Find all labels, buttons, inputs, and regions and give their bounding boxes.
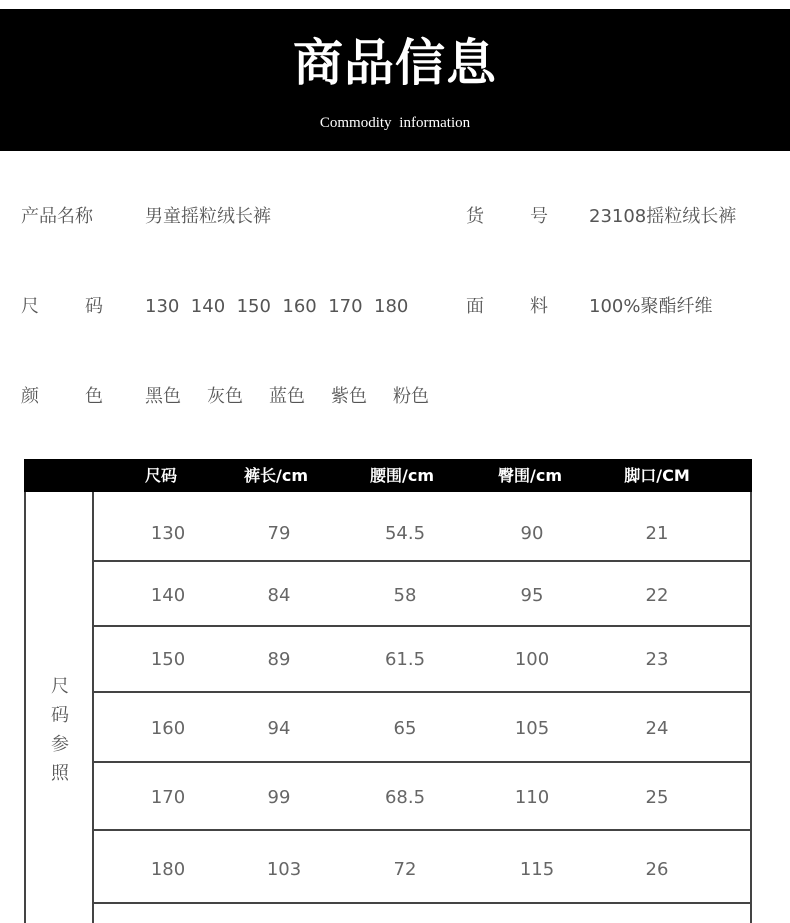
header-waist: 腰围/cm: [369, 466, 435, 485]
cell-size: 170: [150, 787, 186, 808]
color-label-char-1: 颜: [21, 386, 39, 407]
product-name-value: 男童摇粒绒长裤: [145, 206, 271, 227]
fabric-label: [466, 296, 548, 318]
cell-length: 94: [267, 718, 291, 739]
color-option: 粉色: [393, 386, 429, 407]
table-header: [24, 459, 752, 492]
header-size: 尺码: [144, 466, 178, 485]
cell-hem: 23: [645, 649, 669, 670]
fabric-label-char-1: 面: [466, 296, 484, 317]
cell-length: 79: [267, 523, 291, 544]
cell-hip: 100: [514, 649, 550, 670]
sku-value: 23108摇粒绒长裤: [589, 206, 737, 227]
cell-length: 89: [267, 649, 291, 670]
fabric-label-char-2: 料: [530, 296, 548, 317]
cell-hip: 90: [520, 523, 544, 544]
color-option: 灰色: [207, 386, 243, 407]
cell-waist: 61.5: [384, 649, 426, 670]
cell-hem: 25: [645, 787, 669, 808]
cell-hip: 95: [520, 585, 544, 606]
size-label: [21, 296, 103, 318]
cell-size: 140: [150, 585, 186, 606]
cell-length: 99: [267, 787, 291, 808]
cell-length: 84: [267, 585, 291, 606]
cell-hem: 21: [645, 523, 669, 544]
product-name-label: 产品名称: [21, 206, 93, 227]
cell-waist: 72: [393, 859, 417, 880]
size-label-char-1: 尺: [21, 296, 39, 317]
side-label-char: 尺: [51, 676, 69, 697]
size-chart-table: [24, 459, 752, 923]
table-row: [94, 693, 750, 763]
fabric-value: 100%聚酯纤维: [589, 296, 713, 317]
color-label-char-2: 色: [85, 386, 103, 407]
size-label-char-2: 码: [85, 296, 103, 317]
cell-hip: 115: [519, 859, 555, 880]
cell-size: 180: [150, 859, 186, 880]
sku-label: [466, 206, 548, 228]
cell-length: 103: [266, 859, 302, 880]
cell-waist: 68.5: [384, 787, 426, 808]
table-row: [94, 763, 750, 831]
table-row: [94, 492, 750, 562]
cell-hem: 22: [645, 585, 669, 606]
color-label: [21, 386, 103, 408]
size-value: 130 140 150 160 170 180: [145, 296, 409, 317]
cell-hem: 24: [645, 718, 669, 739]
table-row: [94, 562, 750, 627]
cell-hem: 26: [645, 859, 669, 880]
cell-hip: 110: [514, 787, 550, 808]
size-reference-label: [26, 672, 94, 788]
cell-size: 150: [150, 649, 186, 670]
cell-size: 160: [150, 718, 186, 739]
side-label-char: 码: [51, 705, 69, 726]
cell-waist: 54.5: [384, 523, 426, 544]
sku-label-char-2: 号: [530, 206, 548, 227]
side-label-char: 参: [51, 734, 69, 755]
table-row: [94, 627, 750, 693]
table-row: [94, 831, 750, 904]
cell-size: 130: [150, 523, 186, 544]
header-length: 裤长/cm: [243, 466, 309, 485]
color-option: 黑色: [145, 386, 181, 407]
header-hem: 脚口/CM: [624, 466, 690, 485]
cell-waist: 65: [393, 718, 417, 739]
side-label-char: 照: [51, 763, 69, 784]
cell-waist: 58: [393, 585, 417, 606]
page-subtitle: Commodity information: [319, 115, 471, 131]
sku-label-char-1: 货: [466, 206, 484, 227]
color-option: 紫色: [331, 386, 367, 407]
cell-hip: 105: [514, 718, 550, 739]
header-hip: 臀围/cm: [497, 466, 563, 485]
color-option: 蓝色: [269, 386, 305, 407]
page-title: 商品信息: [293, 34, 497, 92]
header-banner: [0, 9, 790, 151]
